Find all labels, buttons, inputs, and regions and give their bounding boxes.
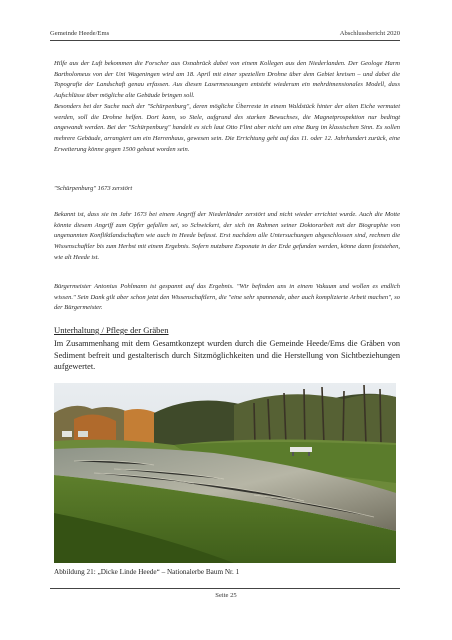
- section-heading: Unterhaltung / Pflege der Gräben: [54, 325, 169, 335]
- footer-rule: [50, 588, 400, 589]
- paragraph-mayor-quote: Bürgermeister Antonius Pohlmann ist gespannt auf das Ergebnis. "Wir befinden uns in einem Vakuum und wollen es endlich wissen." Sein Dank gilt aber schon jetzt den Wissenschaftlern, die "eine sehr spannende, aber auch komplizierte Arbeit machen", so der Bürgermeister.: [54, 283, 400, 312]
- header-left: Gemeinde Heede/Ems: [50, 30, 110, 37]
- paragraph-subheading: "Schürpenburg" 1673 zerstört: [54, 185, 133, 192]
- paragraph-destruction-1673: Bekannt ist, dass sie im Jahr 1673 bei einem Angriff der Niederländer zerstört und nicht wieder errichtet wurde. Auch die Motte könnte diesem Angriff zum Opfer gefallen sei, so Schwickert, der sich im Rahmen seiner Doktorarbeit mit der Biographie von ungenannten Konfliktlandschaften wie auch in Heede befasst. Erst nachdem alle Untersuchungen abgeschlossen sind, rechnen die Wissenschaftler bis zum Herbst mit einem Ergebnis. Sofern nutzbare Exponate in der Erde gefunden werden, könne dann feststehen, wie alt Heede ist.: [54, 211, 400, 261]
- section-text: Im Zusammenhang mit dem Gesamtkonzept wurden durch die Gemeinde Heede/Ems die Gräben von Sediment befreit und gestalterisch durch Sitzmöglichkeiten und die Herstellung von Sichtbeziehungen aufgewertet.: [54, 339, 400, 371]
- paragraph-drone-help: Hilfe aus der Luft bekommen die Forscher aus Osnabrück dabei von einem Kollegen aus den Niederlanden. Der Geologe Harm Bartholomeus von der Uni Wageningen wird am 18. April mit einer speziellen Drohne über dem Gebiet kreisen – und dabei die Topografie der Landschaft genau erfassen. Aus diesen Lasermessungen entsteht wiederum ein mehrdimensionales Modell, dass Aufschlüsse über mögliche alte Gebäude bringen soll.: [54, 60, 400, 100]
- page-number: Seite 25: [215, 592, 237, 599]
- paragraph-schuerpenburg-search: Besonders bei der Suche nach der "Schürpenburg", deren mögliche Überreste in einem Waldstück hinter der alten Eiche vermutet werden, soll die Drohne helfen. Dort kann, so Stele, aufgrund des starken Bewuchses, die Magnetprospektion nur bedingt angewandt werden. Bei der "Schürpenburg" handelt es sich laut Otto Flint aber nicht um eine Burg im klassischen Sinn. Es sollen mehrere Gebäude, arrangiert um ein Herrenhaus, gewesen sein. Die Errichtung geht auf das 11. oder 12. Jahrhundert zurück, eine Erweiterung könne gegen 1500 gebaut worden sein.: [54, 103, 400, 153]
- header-right: Abschlussbericht 2020: [339, 30, 400, 37]
- header-rule: [50, 40, 400, 41]
- landscape-photo: [54, 383, 396, 563]
- figure-photo: [54, 383, 396, 563]
- figure-caption: Abbildung 21: „Dicke Linde Heede“ – Nationalerbe Baum Nr. 1: [54, 568, 240, 576]
